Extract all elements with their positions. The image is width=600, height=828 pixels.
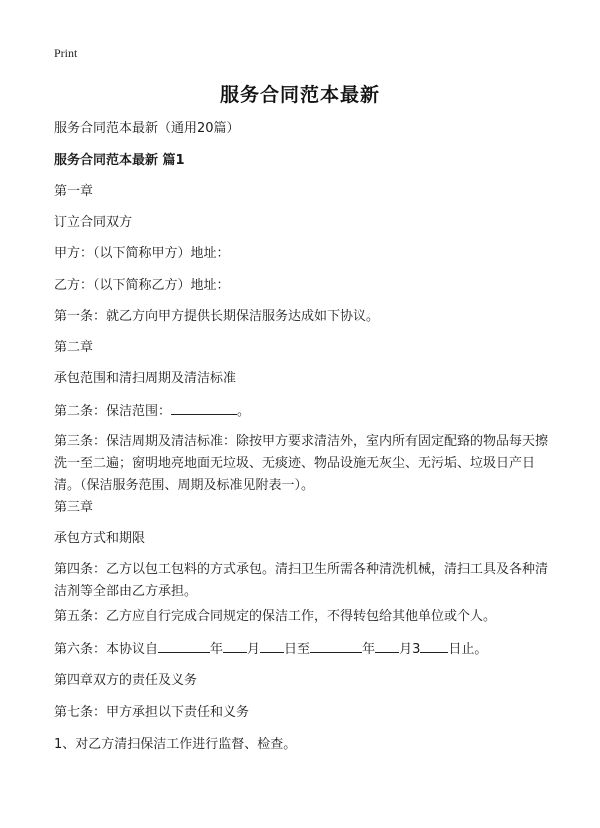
blank-line xyxy=(375,638,399,653)
blank-line xyxy=(171,400,237,415)
chapter-3-heading: 第三章 xyxy=(54,500,94,515)
chapter-4-heading: 第四章双方的责任及义务 xyxy=(54,673,198,688)
chapter-1-heading: 第一章 xyxy=(54,184,94,199)
article-7: 第七条：甲方承担以下责任和义务 xyxy=(54,705,250,720)
article-6-year-1: 年 xyxy=(210,642,224,657)
article-6 xyxy=(54,638,554,661)
article-6-day-to: 日至 xyxy=(284,642,311,657)
chapter-2-heading: 第二章 xyxy=(54,340,94,355)
article-3: 第三条：保洁周期及清洁标准：除按甲方要求清洁外，室内所有固定配臵的物品每天擦洗一至二遍；窗明地亮地面无垃圾、无痰迹、物品设施无灰尘、无污垢、垃圾日产日清。（保洁服务范围、周期及标准见附表一）。 xyxy=(54,434,549,493)
article-4: 第四条：乙方以包工包料的方式承包。清扫卫生所需各种清洗机械，清扫工具及各种清洁剂等全部由乙方承担。 xyxy=(54,562,549,599)
print-label[interactable]: Print xyxy=(54,46,78,60)
article-2 xyxy=(54,400,554,423)
document-subtitle: 服务合同范本最新（通用20篇） xyxy=(54,121,240,136)
chapter-1-title: 订立合同双方 xyxy=(54,215,133,230)
blank-line xyxy=(310,638,362,653)
chapter-3-title: 承包方式和期限 xyxy=(54,531,146,546)
article-6-month-1: 月 xyxy=(247,642,261,657)
article-2-end: 。 xyxy=(237,404,251,419)
article-6-year-2: 年 xyxy=(362,642,376,657)
chapter-2-title: 承包范围和清扫周期及清洁标准 xyxy=(54,371,237,386)
article-6-month-2: 月3 xyxy=(399,642,421,657)
article-6-end: 日止。 xyxy=(448,642,488,657)
blank-line xyxy=(420,638,448,653)
party-a-line: 甲方：（以下简称甲方）地址： xyxy=(54,246,230,261)
article-6-start: 第六条：本协议自 xyxy=(54,642,159,657)
list-item-1: 1、对乙方清扫保洁工作进行监督、检查。 xyxy=(54,737,297,752)
article-1: 第一条：就乙方向甲方提供长期保洁服务达成如下协议。 xyxy=(54,309,380,324)
article-2-label: 第二条：保洁范围： xyxy=(54,404,172,419)
document-title: 服务合同范本最新 xyxy=(219,84,380,106)
article-5: 第五条：乙方应自行完成合同规定的保洁工作，不得转包给其他单位或个人。 xyxy=(54,609,497,624)
blank-line xyxy=(158,638,210,653)
section-heading: 服务合同范本最新 篇1 xyxy=(54,153,185,168)
blank-line xyxy=(223,638,247,653)
party-b-line: 乙方：（以下简称乙方）地址： xyxy=(54,278,230,293)
blank-line xyxy=(260,638,284,653)
